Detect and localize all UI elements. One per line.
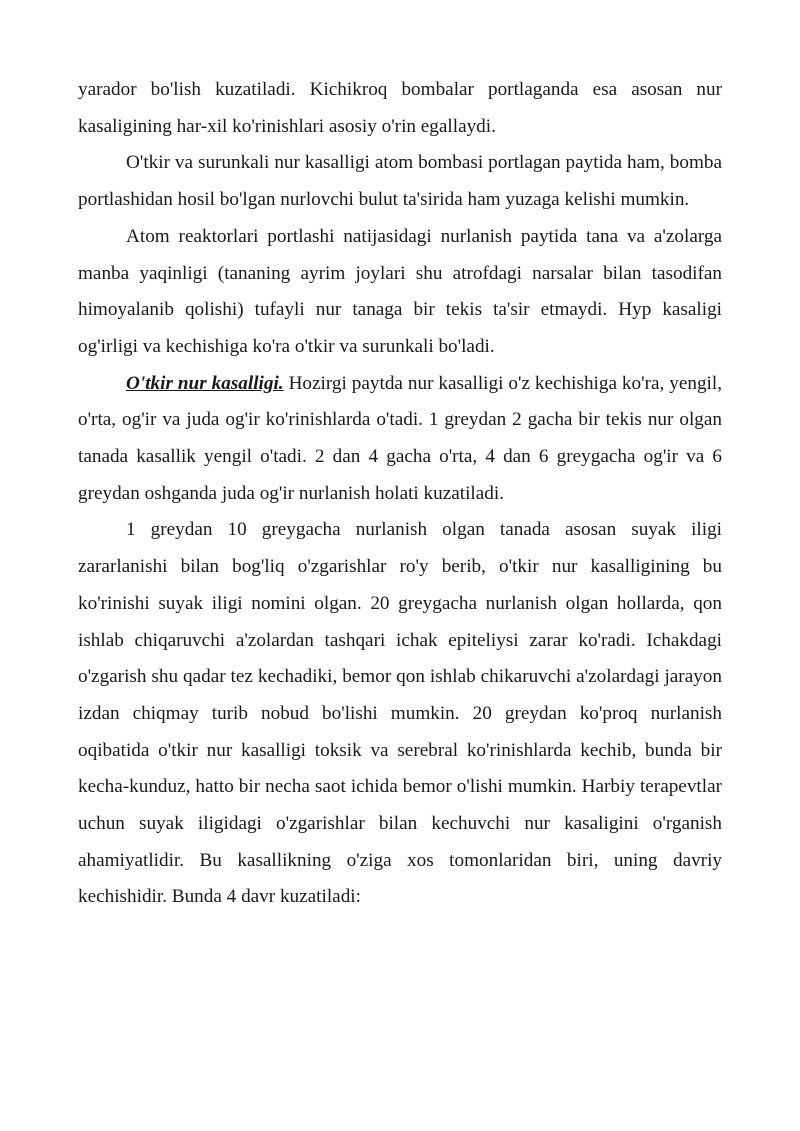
paragraph-continuation: yarador bo'lish kuzatiladi. Kichikroq bombalar portlaganda esa asosan nur kasaligining har-xil ko'rinishlari asosiy o'rin egallaydi.	[78, 79, 722, 137]
section-heading: O'tkir nur kasalligi.	[126, 372, 284, 394]
document-page	[78, 72, 722, 916]
paragraph-reactor: Atom reaktorlari portlashi natijasidagi nurlanish paytida tana va a'zolarga manba yaqinligi (tananing ayrim joylari shu atrofdagi narsalar bilan tasodifan himoyalanib qolishi) tufayli nur tanaga bir tekis ta'sir etmaydi. Hyp kasaligi og'irligi va kechishiga ko'ra o'tkir va surunkali bo'ladi.	[78, 225, 722, 357]
paragraph-bone-marrow: 1 greydan 10 greygacha nurlanish olgan tanada asosan suyak iligi zararlanishi bilan bog'liq o'zgarishlar ro'y berib, o'tkir nur kasalligining bu ko'rinishi suyak iligi nomini olgan. 20 greygacha nurlanish olgan hollarda, qon ishlab chiqaruvchi a'zolardan tashqari ichak epiteliysi zarar ko'radi. Ichakdagi o'zgarish shu qadar tez kechadiki, bemor qon ishlab chikaruvchi a'zolardagi jarayon izdan chiqmay turib nobud bo'lishi mumkin. 20 greydan ko'proq nurlanish oqibatida o'tkir nur kasalligi toksik va serebral ko'rinishlarda kechib, bunda bir kecha-kunduz, hatto bir necha saot ichida bemor o'lishi mumkin. Harbiy terapevtlar uchun suyak iligidagi o'zgarishlar bilan kechuvchi nur kasaligini o'rganish ahamiyatlidir. Bu kasallikning o'ziga xos tomonlaridan biri, uning davriy kechishidir. Bunda 4 davr kuzatiladi:	[78, 519, 722, 908]
paragraph-acute-radiation-text: Hozirgi paytda nur kasalligi o'z kechishiga ko'ra, yengil, o'rta, og'ir va juda og'ir ko'rinishlarda o'tadi. 1 greydan 2 gacha bir tekis nur olgan tanada kasallik yengil o'tadi. 2 dan 4 gacha o'rta, 4 dan 6 greygacha og'ir va 6 greydan oshganda juda og'ir nurlanish holati kuzatiladi.	[78, 372, 722, 504]
paragraph-acute-chronic: O'tkir va surunkali nur kasalligi atom bombasi portlagan paytida ham, bomba portlashidan hosil bo'lgan nurlovchi bulut ta'sirida ham yuzaga kelishi mumkin.	[78, 152, 722, 211]
paragraph-acute-radiation	[78, 366, 722, 513]
